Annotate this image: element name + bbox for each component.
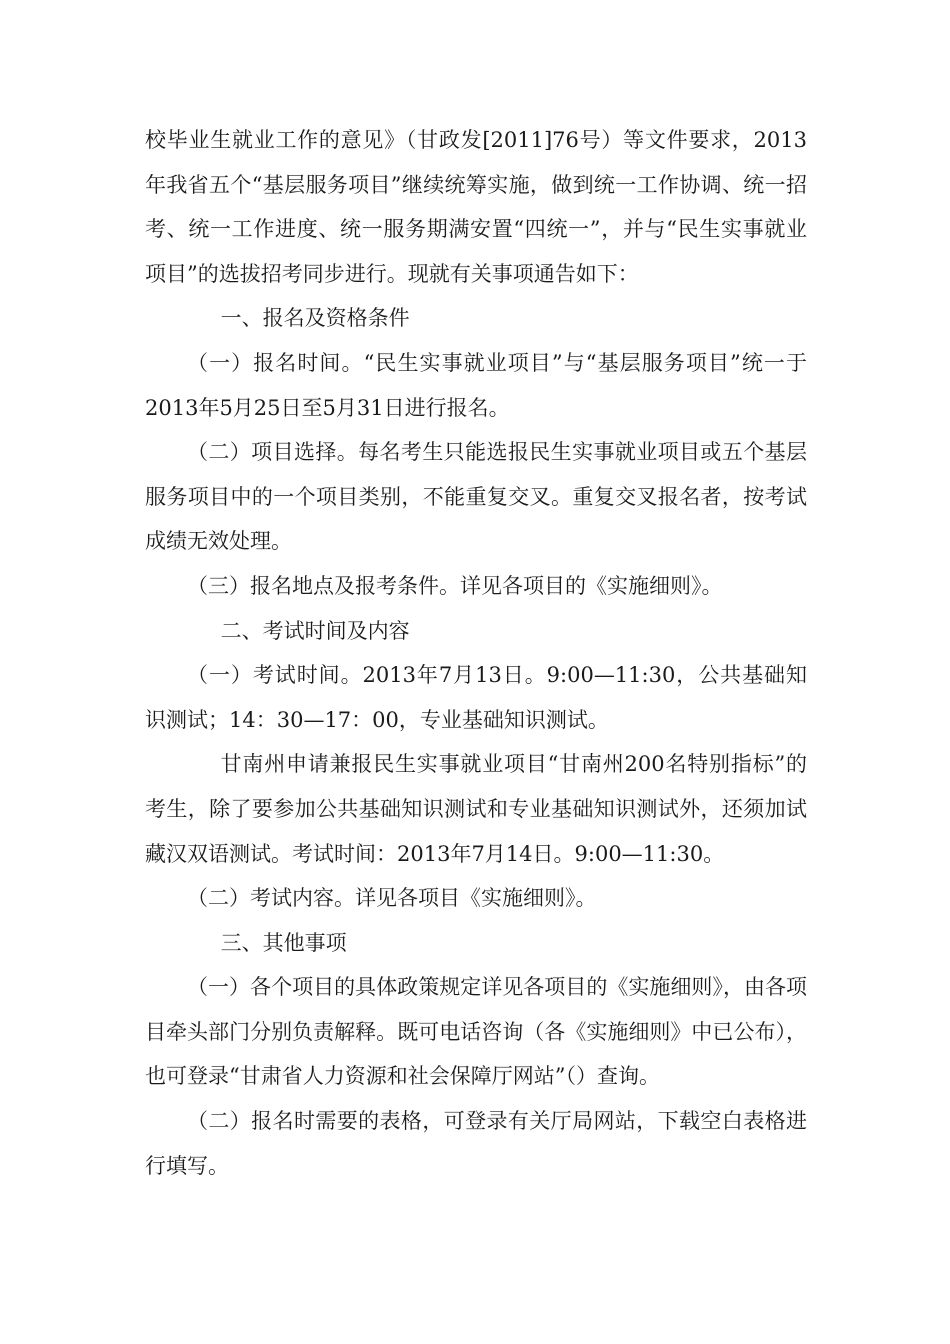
paragraph-policy-consultation: （一）各个项目的具体政策规定详见各项目的《实施细则》，由各项目牵头部门分别负责解释。既可电话咨询（各《实施细则》中已公布），也可登录“甘肃省人力资源和社会保障厅网站”（）查询。	[145, 975, 807, 1089]
paragraph-exam-content: （二）考试内容。详见各项目《实施细则》。	[187, 886, 597, 911]
section-heading-registration: 一、报名及资格条件	[220, 306, 410, 331]
section-heading-other: 三、其他事项	[220, 930, 347, 955]
paragraph-registration-location: （三）报名地点及报考条件。详见各项目的《实施细则》。	[187, 573, 723, 598]
paragraph-gannan-bilingual: 甘南州申请兼报民生实事就业项目“甘南州200名特别指标”的考生，除了要参加公共基础知识测试和专业基础知识测试外，还须加试藏汉双语测试。考试时间：2013年7月14日。9:00—11:30。	[145, 752, 807, 866]
paragraph-exam-time: （一）考试时间。2013年7月13日。9:00—11:30，公共基础知识测试；14：30—17：00，专业基础知识测试。	[145, 663, 807, 732]
paragraph-forms-download: （二）报名时需要的表格，可登录有关厅局网站，下载空白表格进行填写。	[145, 1109, 807, 1178]
paragraph-registration-time: （一）报名时间。“民生实事就业项目”与“基层服务项目”统一于2013年5月25日至5月31日进行报名。	[145, 350, 807, 420]
paragraph-intro-continued: 校毕业生就业工作的意见》（甘政发[2011]76号）等文件要求，2013年我省五个“基层服务项目”继续统筹实施，做到统一工作协调、统一招考、统一工作进度、统一服务期满安置“四统一”，并与“民生实事就业项目”的选拔招考同步进行。现就有关事项通告如下：	[145, 128, 807, 286]
document-body	[145, 118, 807, 1188]
paragraph-project-selection: （二）项目选择。每名考生只能选报民生实事就业项目或五个基层服务项目中的一个项目类别，不能重复交叉。重复交叉报名者，按考试成绩无效处理。	[145, 440, 807, 554]
section-heading-exam: 二、考试时间及内容	[220, 618, 410, 643]
